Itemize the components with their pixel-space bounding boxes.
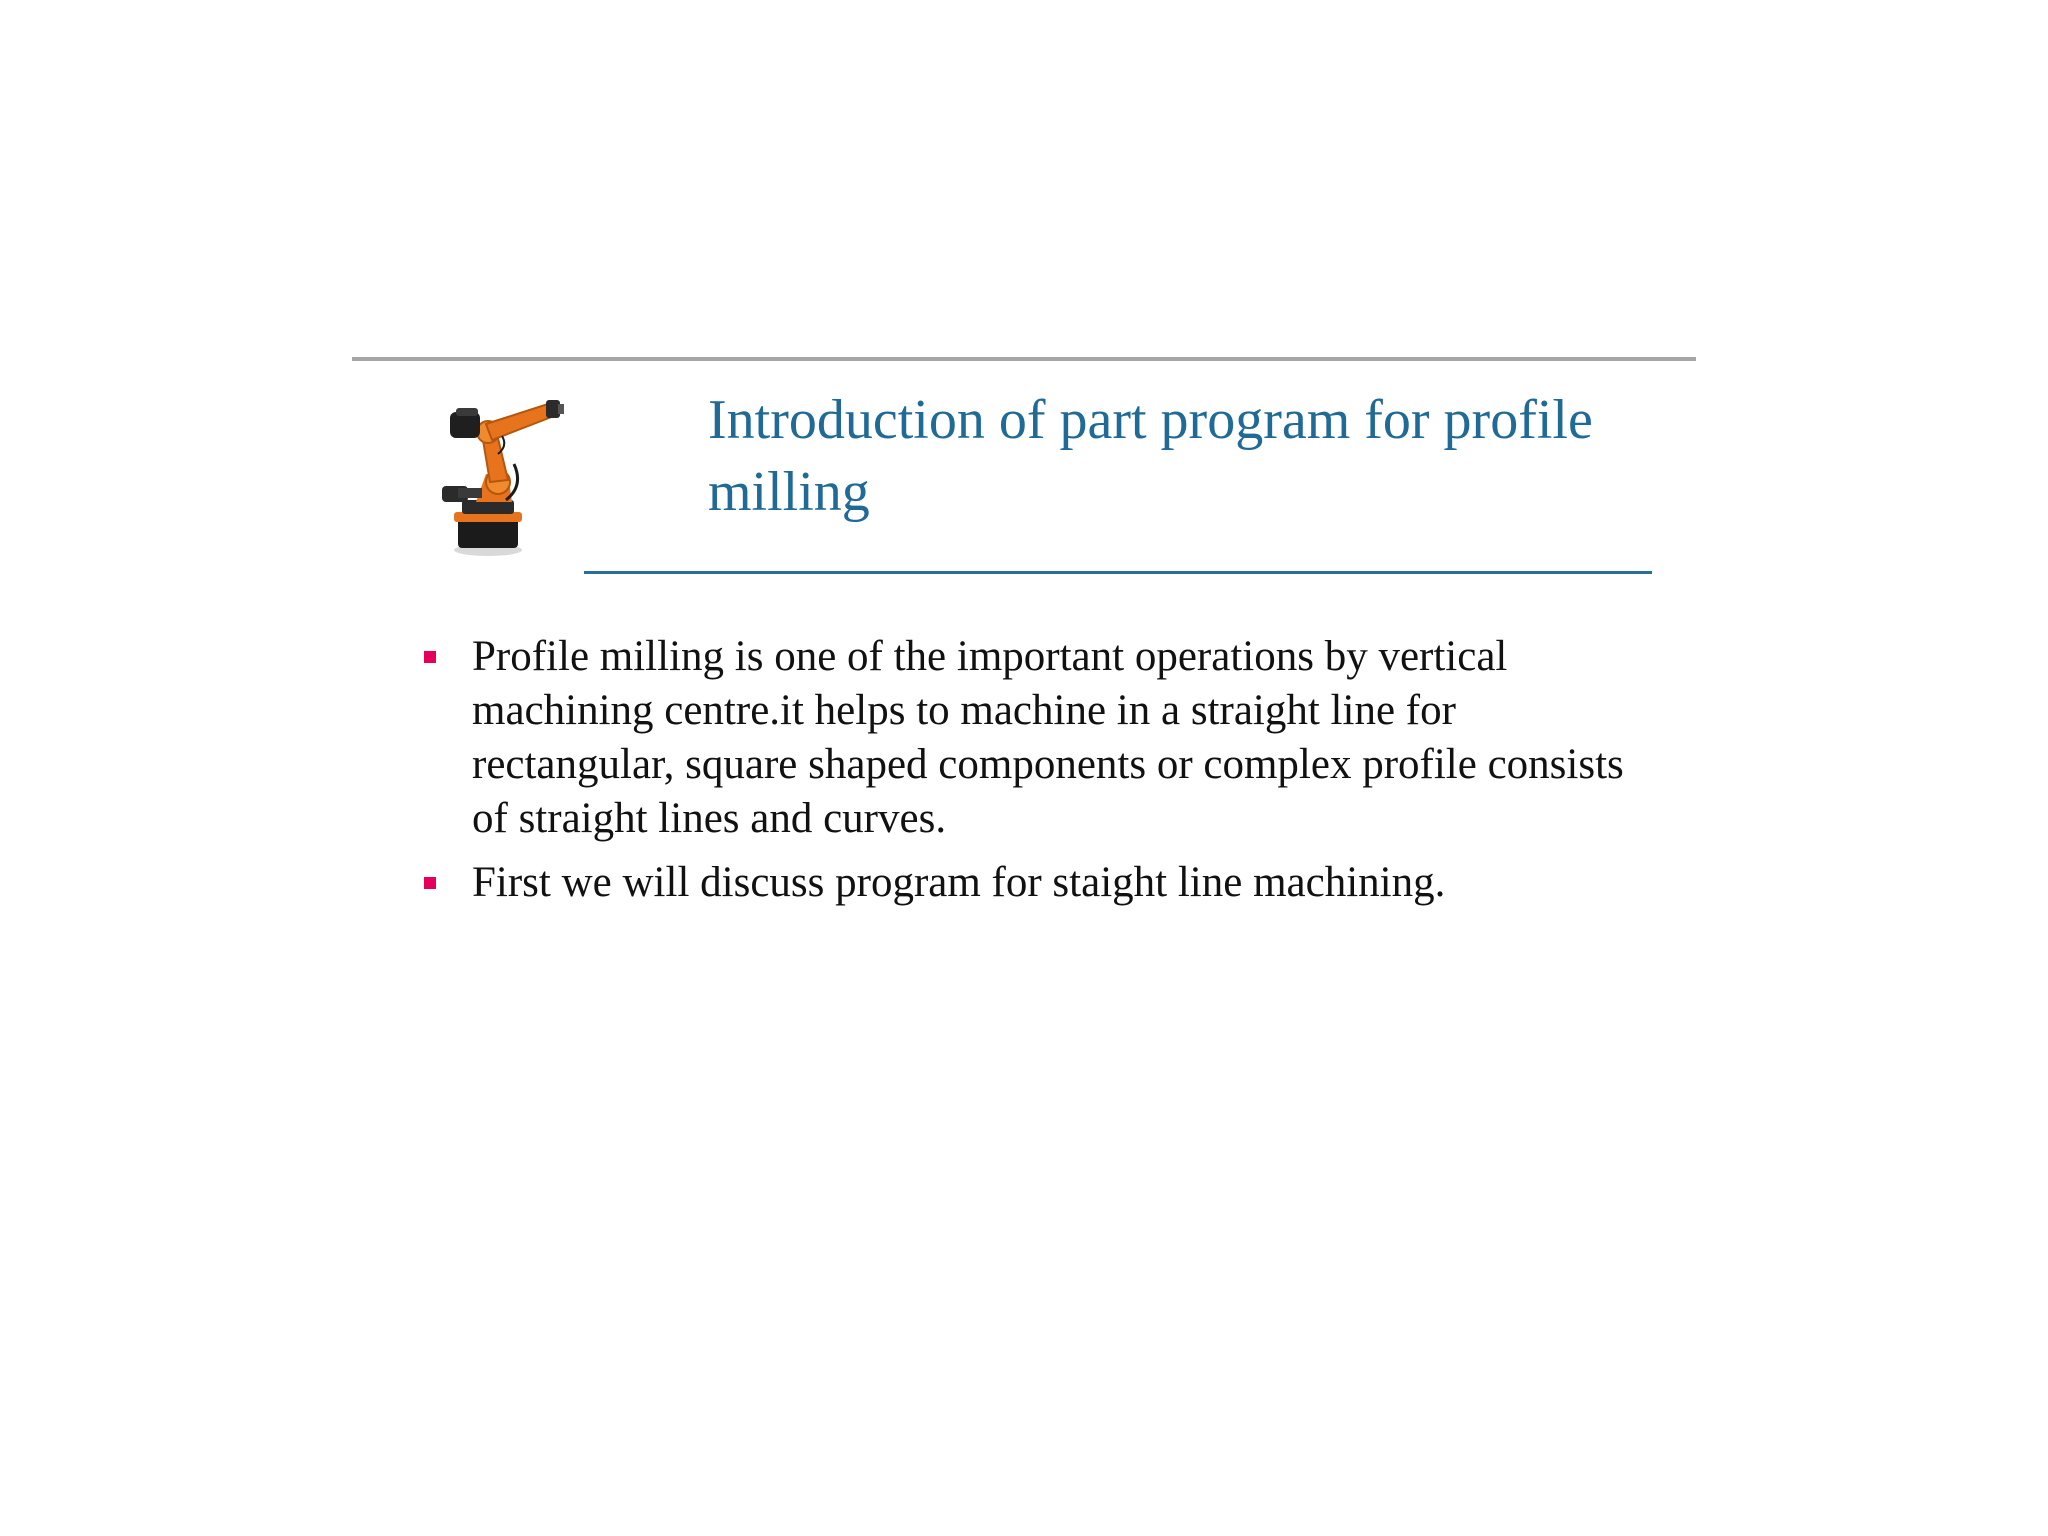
bullet-list xyxy=(420,630,1660,920)
slide-title: Introduction of part program for profile milling xyxy=(708,389,1593,523)
bullet-item xyxy=(420,630,1660,846)
industrial-robot-arm-icon xyxy=(436,390,568,558)
bullet-text: First we will discuss program for staight line machining. xyxy=(472,859,1446,906)
bullet-marker-icon xyxy=(424,877,436,889)
bullet-text: Profile milling is one of the important operations by vertical machining centre.it helps to machine in a straight line for rectangular, square shaped components or complex profile consists of straight lines and curves. xyxy=(472,633,1624,842)
bullet-marker-icon xyxy=(424,651,436,663)
bullet-item xyxy=(420,856,1660,910)
top-divider xyxy=(352,357,1696,361)
title-underline xyxy=(584,571,1652,574)
